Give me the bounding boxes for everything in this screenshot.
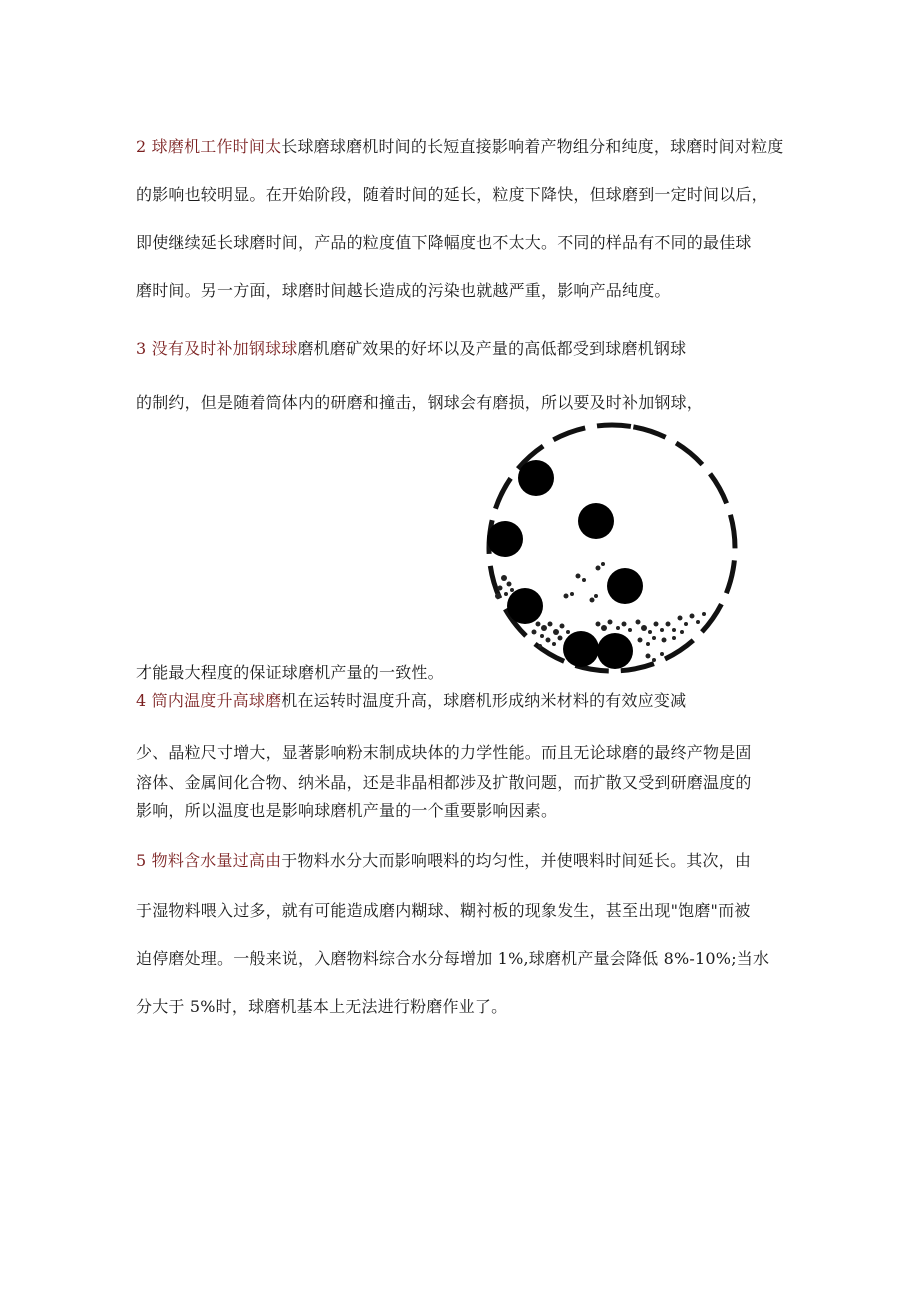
section-4-text: 机在运转时温度升高，球磨机形成纳米材料的有效应变减 bbox=[281, 691, 687, 710]
section-5-line-4: 分大于 5%时，球磨机基本上无法进行粉磨作业了。 bbox=[136, 997, 508, 1016]
section-5-line-1 bbox=[136, 850, 751, 872]
section-3-line-1 bbox=[136, 338, 686, 360]
section-4-line-2: 少、晶粒尺寸增大，显著影响粉末制成块体的力学性能。而且无论球磨的最终产物是固 bbox=[136, 743, 752, 762]
section-3-line-3: 才能最大程度的保证球磨机产量的一致性。 bbox=[136, 663, 444, 682]
section-2-line-1 bbox=[136, 136, 783, 158]
steel-ball bbox=[518, 460, 554, 496]
section-2-text: 长球磨球磨机时间的长短直接影响着产物组分和纯度，球磨时间对粒度 bbox=[281, 137, 784, 156]
section-2-heading: 2 球磨机工作时间太 bbox=[136, 137, 282, 156]
section-2-line-2: 的影响也较明显。在开始阶段，随着时间的延长，粒度下降快，但球磨到一定时间以后， bbox=[136, 185, 768, 204]
ball-mill-cross-section-icon bbox=[478, 418, 746, 684]
steel-ball bbox=[578, 503, 614, 539]
section-5-line-2: 于湿物料喂入过多，就有可能造成磨内糊球、糊衬板的现象发生，甚至出现"饱磨"而被 bbox=[136, 901, 751, 920]
section-2-line-3: 即使继续延长球磨时间，产品的粒度值下降幅度也不太大。不同的样品有不同的最佳球 bbox=[136, 233, 752, 252]
section-2-line-4: 磨时间。另一方面，球磨时间越长造成的污染也就越严重，影响产品纯度。 bbox=[136, 281, 671, 300]
steel-ball bbox=[507, 588, 543, 624]
section-4-line-1 bbox=[136, 690, 686, 712]
steel-ball bbox=[607, 568, 643, 604]
section-5-heading: 5 物料含水量过高由 bbox=[136, 851, 282, 870]
steel-ball bbox=[487, 521, 523, 557]
section-5-text: 于物料水分大而影响喂料的均匀性，并使喂料时间延长。其次，由 bbox=[281, 851, 752, 870]
steel-ball bbox=[597, 633, 633, 669]
section-3-line-2: 的制约，但是随着筒体内的研磨和撞击，钢球会有磨损，所以要及时补加钢球， bbox=[136, 393, 704, 412]
section-3-heading: 3 没有及时补加钢球球 bbox=[136, 339, 298, 358]
section-4-line-3: 溶体、金属间化合物、纳米晶，还是非晶相都涉及扩散问题，而扩散又受到研磨温度的 bbox=[136, 773, 752, 792]
steel-ball bbox=[563, 631, 599, 667]
section-5-line-3: 迫停磨处理。一般来说，入磨物料综合水分每增加 1%,球磨机产量会降低 8%-10%;当水 bbox=[136, 949, 770, 968]
section-4-heading: 4 筒内温度升高球磨 bbox=[136, 691, 282, 710]
section-4-line-4: 影响，所以温度也是影响球磨机产量的一个重要影响因素。 bbox=[136, 801, 558, 820]
section-3-text: 磨机磨矿效果的好坏以及产量的高低都受到球磨机钢球 bbox=[297, 339, 687, 358]
